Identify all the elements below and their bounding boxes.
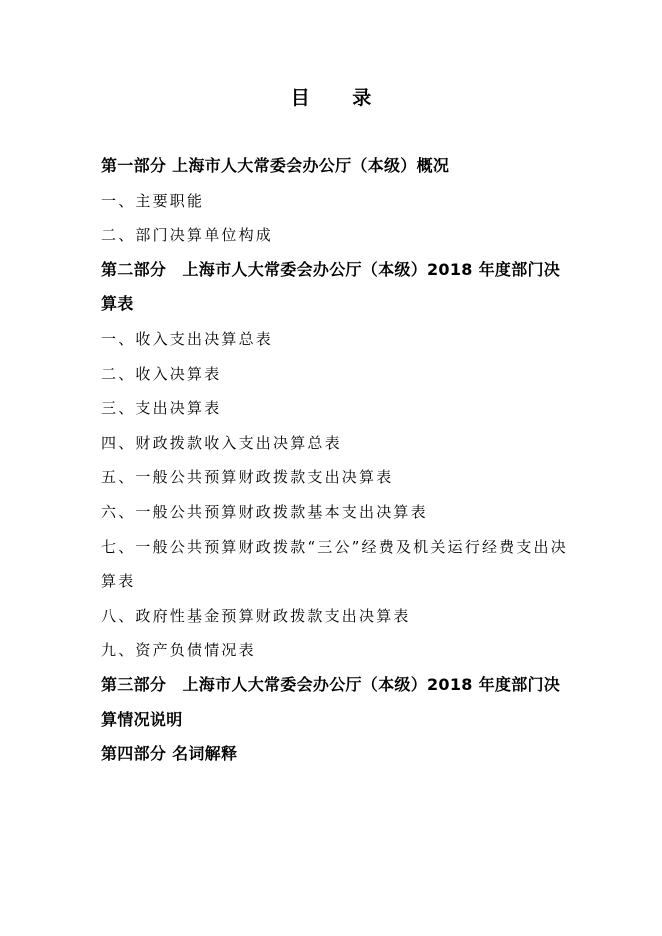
toc-item-general-budget-basic-expenditure: 六、一般公共预算财政拨款基本支出决算表	[101, 502, 428, 521]
toc-item-unit-composition: 二、部门决算单位构成	[101, 226, 274, 245]
toc-item-three-public-expenses: 七、一般公共预算财政拨款“三公”经费及机关运行经费支出决	[101, 537, 568, 556]
toc-item-income-table: 二、收入决算表	[101, 364, 222, 383]
toc-item-assets-liabilities: 九、资产负债情况表	[101, 641, 256, 660]
toc-part-3: 第三部分 上海市人大常委会办公厅（本级）2018 年度部门决	[101, 674, 561, 694]
toc-item-government-fund-expenditure: 八、政府性基金预算财政拨款支出决算表	[101, 606, 411, 625]
toc-item-fiscal-appropriation-total: 四、财政拨款收入支出决算总表	[101, 433, 342, 452]
toc-part-3-continued: 算情况说明	[101, 709, 183, 729]
table-of-contents	[101, 152, 571, 775]
toc-item-general-budget-expenditure: 五、一般公共预算财政拨款支出决算表	[101, 468, 394, 487]
toc-part-4: 第四部分 名词解释	[101, 744, 238, 764]
toc-item-expenditure-table: 三、支出决算表	[101, 399, 222, 418]
toc-item-income-expenditure-total: 一、收入支出决算总表	[101, 329, 274, 348]
page-title: 目 录	[290, 87, 390, 109]
toc-item-three-public-expenses-continued: 算表	[101, 572, 136, 591]
toc-item-main-functions: 一、主要职能	[101, 191, 205, 210]
toc-part-2: 第二部分 上海市人大常委会办公厅（本级）2018 年度部门决	[101, 259, 561, 279]
toc-part-1: 第一部分 上海市人大常委会办公厅（本级）概况	[101, 156, 450, 175]
toc-part-2-continued: 算表	[101, 294, 134, 314]
